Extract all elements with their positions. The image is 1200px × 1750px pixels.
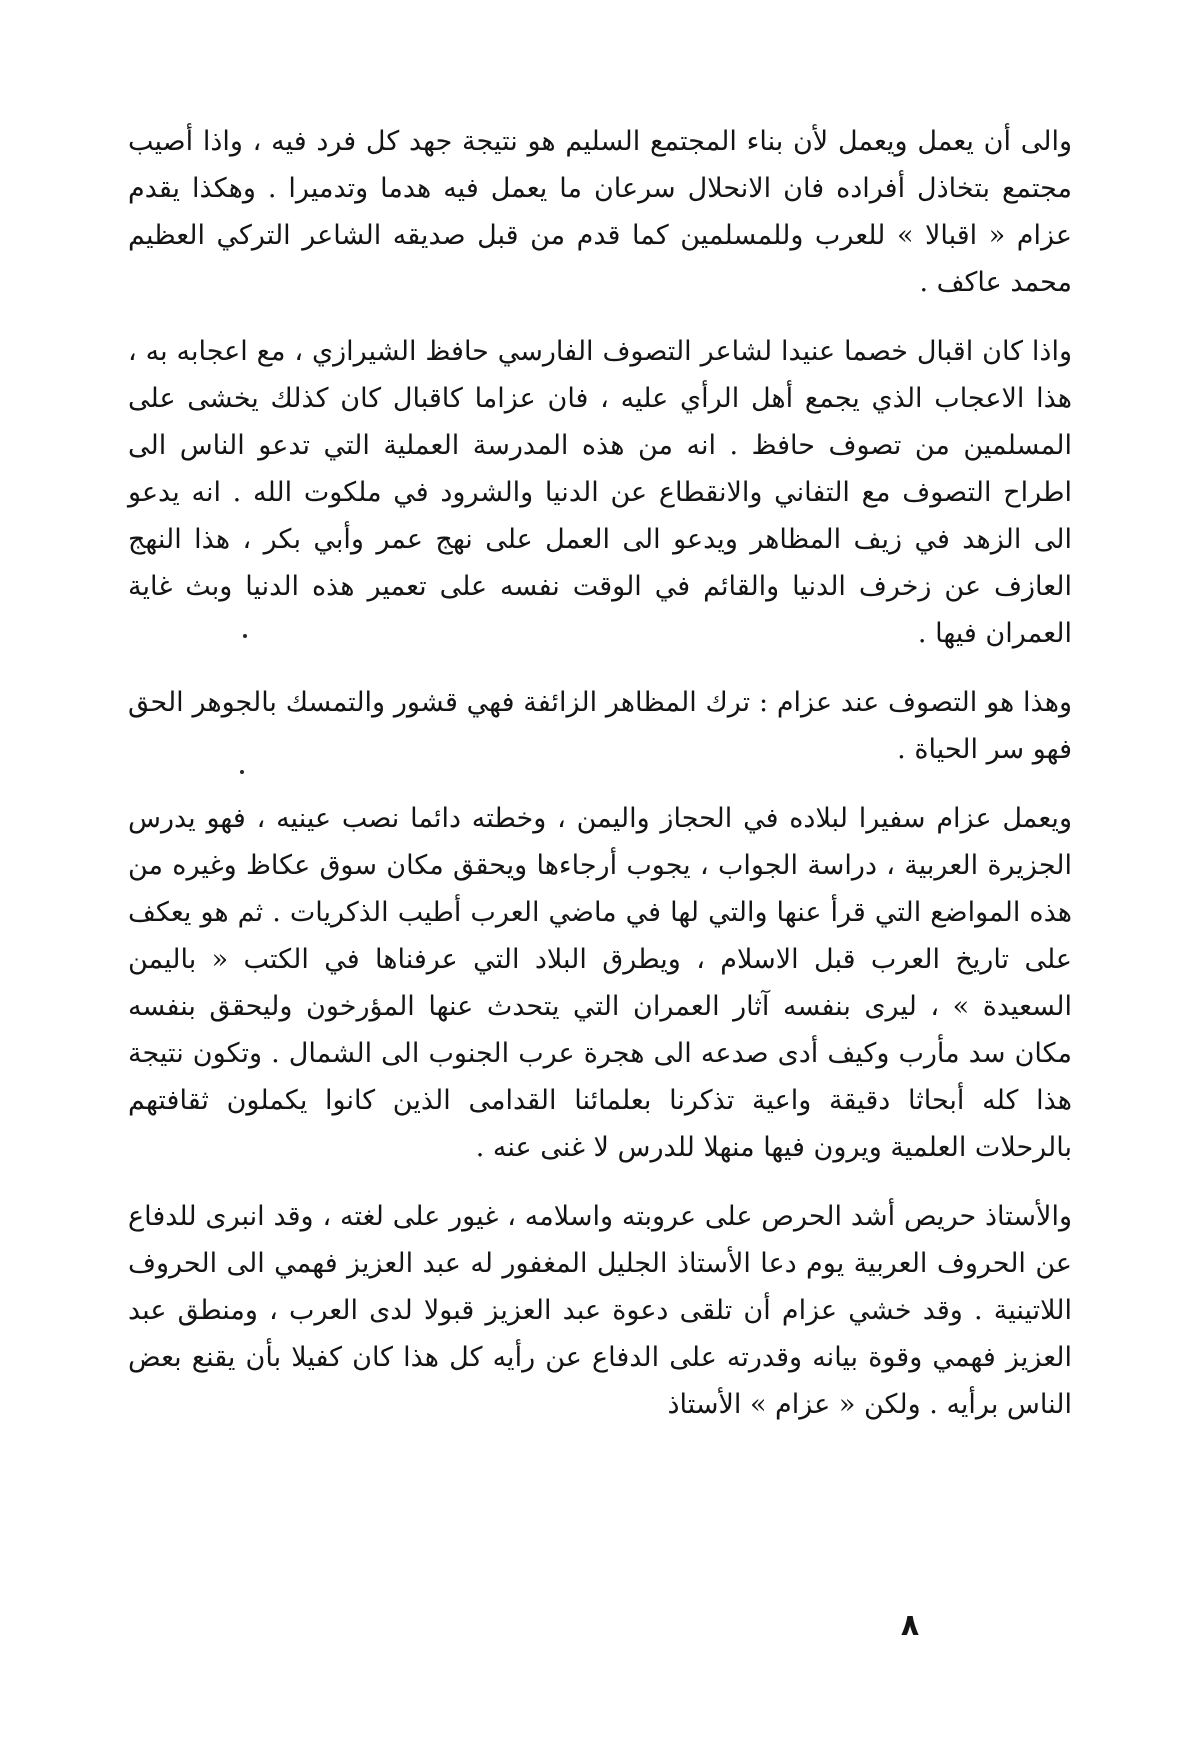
paragraph-4: ويعمل عزام سفيرا لبلاده في الحجاز واليمن ، وخطته دائما نصب عينيه ، فهو يدرس الجزيرة العربية ، دراسة الجواب ، يجوب أرجاءها ويحقق مكان سوق عكاظ وغيره من هذه المواضع التي قرأ عنها والتي لها في ماضي العرب أطيب الذكريات . ثم هو يعكف على تاريخ العرب قبل الاسلام ، ويطرق البلاد التي عرفناها في الكتب « باليمن السعيدة » ، ليرى بنفسه آثار العمران التي يتحدث عنها المؤرخون وليحقق بنفسه مكان سد مأرب وكيف أدى صدعه الى هجرة عرب الجنوب الى الشمال . وتكون نتيجة هذا كله أبحاثا دقيقة واعية تذكرنا بعلمائنا القدامى الذين كانوا يكملون ثقافتهم بالرحلات العلمية ويرون فيها منهلا للدرس لا غنى عنه . — [128, 803, 1072, 1163]
paragraph-5: والأستاذ حريص أشد الحرص على عروبته واسلامه ، غيور على لغته ، وقد انبرى للدفاع عن الحروف العربية يوم دعا الأستاذ الجليل المغفور له عبد العزيز فهمي الى الحروف اللاتينية . وقد خشي عزام أن تلقى دعوة عبد العزيز قبولا لدى العرب ، ومنطق عبد العزيز فهمي وقوة بيانه وقدرته على الدفاع عن رأيه كل هذا كان كفيلا بأن يقنع بعض الناس برأيه . ولكن « عزام » الأستاذ — [128, 1201, 1073, 1420]
paragraph-3: وهذا هو التصوف عند عزام : ترك المظاهر الزائفة فهي قشور والتمسك بالجوهر الحق فهو سر الحياة . — [128, 687, 1072, 765]
scan-speck — [240, 770, 244, 774]
body-text — [128, 118, 1072, 1428]
paragraph-2: واذا كان اقبال خصما عنيدا لشاعر التصوف الفارسي حافظ الشيرازي ، مع اعجابه به ، هذا الاعجاب الذي يجمع أهل الرأي عليه ، فان عزاما كاقبال كان كذلك يخشى على المسلمين من تصوف حافظ . انه من هذه المدرسة العملية التي تدعو الناس الى اطراح التصوف مع التفاني والانقطاع عن الدنيا والشرود في ملكوت الله . انه يدعو الى الزهد في زيف المظاهر ويدعو الى العمل على نهج عمر وأبي بكر ، هذا النهج العازف عن زخرف الدنيا والقائم في الوقت نفسه على تعمير هذه الدنيا وبث غاية العمران فيها . — [128, 336, 1072, 649]
page-number: ٨ — [900, 1608, 920, 1643]
paragraph-1: والى أن يعمل ويعمل لأن بناء المجتمع السليم هو نتيجة جهد كل فرد فيه ، واذا أصيب مجتمع بتخاذل أفراده فان الانحلال سرعان ما يعمل فيه هدما وتدميرا . وهكذا يقدم عزام « اقبالا » للعرب وللمسلمين كما قدم من قبل صديقه الشاعر التركي العظيم محمد عاكف . — [128, 126, 1072, 298]
scan-speck — [243, 634, 247, 638]
